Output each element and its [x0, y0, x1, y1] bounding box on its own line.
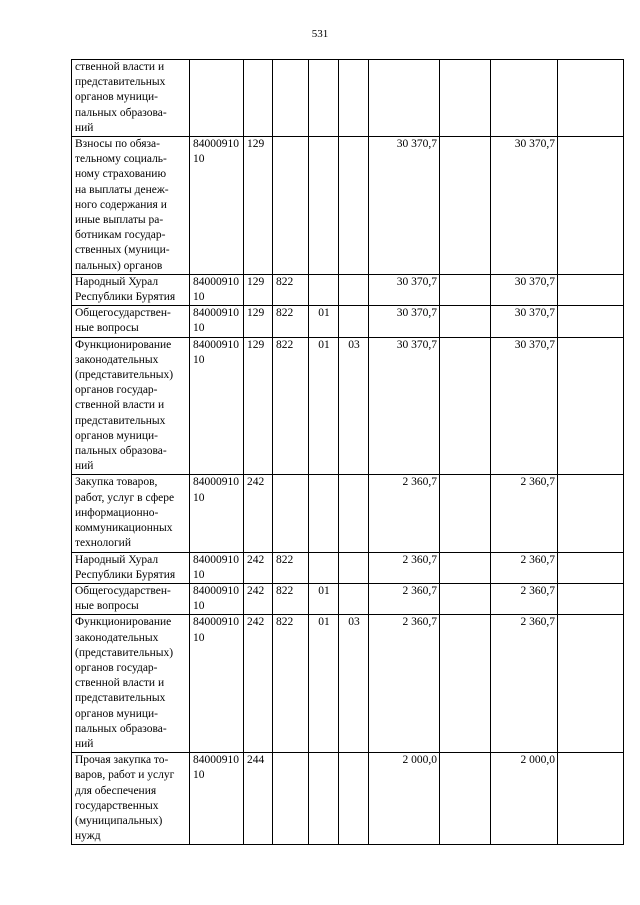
expense-type-cell: 129 — [244, 274, 273, 305]
table-row — [72, 306, 624, 337]
amount-cell: 2 360,7 — [369, 552, 440, 583]
table-row — [72, 583, 624, 614]
amount-total-cell: 2 000,0 — [491, 753, 558, 845]
subsection-cell — [339, 274, 369, 305]
target-article-cell: 84000910 10 — [190, 583, 244, 614]
empty-cell — [558, 274, 624, 305]
empty-cell — [558, 337, 624, 475]
amount-cell: 2 360,7 — [369, 615, 440, 753]
empty-cell — [440, 583, 491, 614]
section-cell: 01 — [309, 583, 339, 614]
subsection-cell — [339, 60, 369, 137]
target-article-cell: 84000910 10 — [190, 306, 244, 337]
table-row — [72, 274, 624, 305]
empty-cell — [440, 753, 491, 845]
row-name-cell: Функционирование законодательных (представительных) органов государ- ственной власти и представительных органов муници- пальных образова- ний — [72, 615, 190, 753]
empty-cell — [440, 306, 491, 337]
empty-cell — [440, 274, 491, 305]
amount-cell: 2 360,7 — [369, 475, 440, 552]
administrator-code-cell: 822 — [273, 583, 309, 614]
amount-cell: 2 360,7 — [369, 583, 440, 614]
section-cell — [309, 60, 339, 137]
table-row — [72, 337, 624, 475]
empty-cell — [558, 753, 624, 845]
row-name-cell: Общегосударствен- ные вопросы — [72, 583, 190, 614]
table-row — [72, 60, 624, 137]
amount-total-cell: 2 360,7 — [491, 615, 558, 753]
section-cell — [309, 137, 339, 275]
table-row — [72, 753, 624, 845]
empty-cell — [440, 615, 491, 753]
amount-cell: 2 000,0 — [369, 753, 440, 845]
administrator-code-cell: 822 — [273, 274, 309, 305]
empty-cell — [440, 475, 491, 552]
amount-total-cell: 2 360,7 — [491, 475, 558, 552]
target-article-cell: 84000910 10 — [190, 475, 244, 552]
row-name-cell: Прочая закупка то- варов, работ и услуг для обеспечения государственных (муниципальных) нужд — [72, 753, 190, 845]
section-cell — [309, 475, 339, 552]
amount-cell — [369, 60, 440, 137]
row-name-cell: Взносы по обяза- тельному социаль- ному страхованию на выплаты денеж- ного содержания и иные выплаты ра- ботникам государ- ственных (муници- пальных) органов — [72, 137, 190, 275]
amount-total-cell: 2 360,7 — [491, 552, 558, 583]
section-cell: 01 — [309, 615, 339, 753]
administrator-code-cell: 822 — [273, 337, 309, 475]
subsection-cell: 03 — [339, 337, 369, 475]
section-cell: 01 — [309, 306, 339, 337]
table-row — [72, 615, 624, 753]
amount-total-cell: 30 370,7 — [491, 306, 558, 337]
amount-total-cell: 30 370,7 — [491, 274, 558, 305]
empty-cell — [558, 475, 624, 552]
amount-total-cell: 30 370,7 — [491, 337, 558, 475]
section-cell — [309, 753, 339, 845]
administrator-code-cell — [273, 753, 309, 845]
administrator-code-cell: 822 — [273, 615, 309, 753]
section-cell — [309, 552, 339, 583]
row-name-cell: Народный Хурал Республики Бурятия — [72, 552, 190, 583]
amount-cell: 30 370,7 — [369, 306, 440, 337]
subsection-cell — [339, 306, 369, 337]
administrator-code-cell — [273, 137, 309, 275]
amount-cell: 30 370,7 — [369, 337, 440, 475]
target-article-cell: 84000910 10 — [190, 552, 244, 583]
expense-type-cell: 242 — [244, 552, 273, 583]
row-name-cell: Народный Хурал Республики Бурятия — [72, 274, 190, 305]
empty-cell — [440, 552, 491, 583]
section-cell — [309, 274, 339, 305]
section-cell: 01 — [309, 337, 339, 475]
subsection-cell — [339, 583, 369, 614]
target-article-cell: 84000910 10 — [190, 274, 244, 305]
empty-cell — [440, 60, 491, 137]
expense-type-cell: 129 — [244, 137, 273, 275]
subsection-cell — [339, 753, 369, 845]
expense-type-cell: 242 — [244, 475, 273, 552]
subsection-cell: 03 — [339, 615, 369, 753]
subsection-cell — [339, 552, 369, 583]
target-article-cell: 84000910 10 — [190, 337, 244, 475]
expense-type-cell: 242 — [244, 583, 273, 614]
table-row — [72, 552, 624, 583]
page-number: 531 — [311, 28, 329, 40]
table-row — [72, 475, 624, 552]
target-article-cell: 84000910 10 — [190, 137, 244, 275]
empty-cell — [440, 137, 491, 275]
empty-cell — [440, 337, 491, 475]
target-article-cell: 84000910 10 — [190, 753, 244, 845]
expense-type-cell: 244 — [244, 753, 273, 845]
expense-type-cell: 129 — [244, 337, 273, 475]
empty-cell — [558, 552, 624, 583]
amount-cell: 30 370,7 — [369, 274, 440, 305]
empty-cell — [558, 615, 624, 753]
amount-total-cell: 2 360,7 — [491, 583, 558, 614]
administrator-code-cell — [273, 475, 309, 552]
administrator-code-cell — [273, 60, 309, 137]
amount-total-cell — [491, 60, 558, 137]
row-name-cell: ственной власти и представительных органов муници- пальных образова- ний — [72, 60, 190, 137]
budget-table-body — [72, 60, 624, 845]
subsection-cell — [339, 137, 369, 275]
expense-type-cell: 242 — [244, 615, 273, 753]
amount-total-cell: 30 370,7 — [491, 137, 558, 275]
expense-type-cell: 129 — [244, 306, 273, 337]
empty-cell — [558, 583, 624, 614]
administrator-code-cell: 822 — [273, 306, 309, 337]
subsection-cell — [339, 475, 369, 552]
administrator-code-cell: 822 — [273, 552, 309, 583]
target-article-cell — [190, 60, 244, 137]
row-name-cell: Функционирование законодательных (представительных) органов государ- ственной власти и представительных органов муници- пальных образова- ний — [72, 337, 190, 475]
budget-table — [71, 59, 624, 845]
empty-cell — [558, 306, 624, 337]
empty-cell — [558, 60, 624, 137]
target-article-cell: 84000910 10 — [190, 615, 244, 753]
row-name-cell: Общегосударствен- ные вопросы — [72, 306, 190, 337]
amount-cell: 30 370,7 — [369, 137, 440, 275]
row-name-cell: Закупка товаров, работ, услуг в сфере информационно- коммуникационных технологий — [72, 475, 190, 552]
empty-cell — [558, 137, 624, 275]
table-row — [72, 137, 624, 275]
expense-type-cell — [244, 60, 273, 137]
